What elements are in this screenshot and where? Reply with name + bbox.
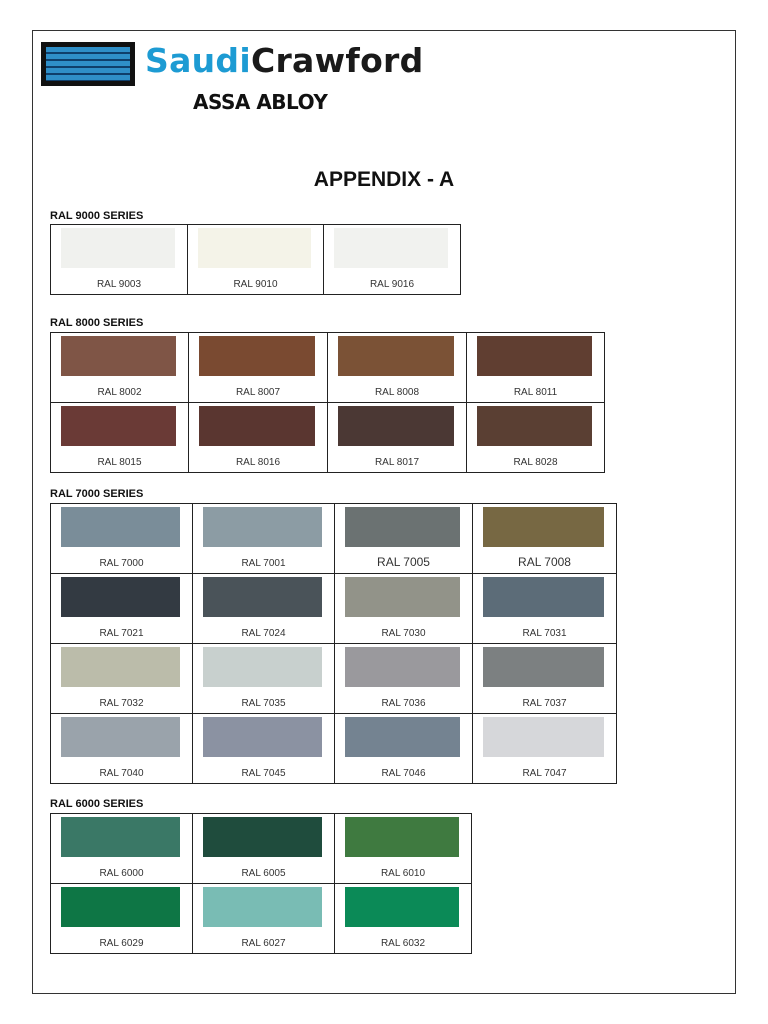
color-swatch [483,507,604,547]
color-swatch [338,406,454,446]
brand-name-part1: Saudi [145,41,251,80]
swatch-cell [335,884,472,954]
series-title-8000: RAL 8000 SERIES [50,317,144,329]
color-swatch [61,577,180,617]
color-swatch [61,887,180,927]
color-swatch [203,647,322,687]
color-swatch [477,336,592,376]
color-swatch [203,507,322,547]
color-swatch [203,717,322,757]
swatch-cell [189,403,328,473]
swatch-cell [335,644,473,714]
sub-brand: ASSA ABLOY [193,90,328,114]
swatch-label: RAL 7032 [99,698,144,709]
swatch-cell [335,814,472,884]
swatch-cell [193,644,335,714]
swatch-label: RAL 6027 [241,938,286,949]
swatch-cell [328,333,467,403]
brand-name-part2: Crawford [250,41,424,80]
swatch-cell [467,403,605,473]
color-swatch [61,817,180,857]
swatch-label: RAL 7047 [522,768,567,779]
color-swatch [203,887,322,927]
color-swatch [61,406,176,446]
color-swatch [477,406,592,446]
color-swatch [483,717,604,757]
swatch-table-9000 [50,224,461,295]
swatch-cell [473,574,617,644]
swatch-label: RAL 8028 [513,457,558,468]
swatch-cell [193,714,335,784]
swatch-label: RAL 6000 [99,868,144,879]
page-title: APPENDIX - A [313,168,455,191]
color-swatch [345,577,460,617]
swatch-cell [51,225,188,295]
swatch-label: RAL 9016 [369,279,415,290]
series-title-9000: RAL 9000 SERIES [50,210,144,222]
swatch-cell [335,574,473,644]
brand-name [145,41,424,80]
swatch-table-6000 [50,813,472,954]
swatch-cell [473,714,617,784]
swatch-label: RAL 7045 [241,768,286,779]
swatch-cell [335,714,473,784]
color-swatch [199,406,315,446]
swatch-label: RAL 8015 [97,457,142,468]
series-title-6000: RAL 6000 SERIES [50,798,144,810]
color-swatch [61,228,175,268]
swatch-label: RAL 7024 [241,628,286,639]
swatch-label: RAL 6032 [380,938,426,949]
color-swatch [61,507,180,547]
swatch-label: RAL 8011 [513,387,558,398]
swatch-label: RAL 6029 [99,938,144,949]
swatch-label: RAL 7001 [241,558,286,569]
color-swatch [199,336,315,376]
swatch-label: RAL 7021 [99,628,144,639]
swatch-label: RAL 9010 [233,279,278,290]
swatch-label: RAL 8017 [374,457,420,468]
color-swatch [338,336,454,376]
swatch-label: RAL 8008 [374,387,420,398]
swatch-cell [328,403,467,473]
swatch-label: RAL 9003 [96,279,142,290]
swatch-label: RAL 8002 [97,387,142,398]
swatch-label: RAL 7008 [518,555,571,569]
swatch-cell [335,504,473,574]
swatch-cell [51,814,193,884]
swatch-label: RAL 7030 [381,628,426,639]
swatch-cell [324,225,461,295]
color-swatch [61,717,180,757]
swatch-cell [193,814,335,884]
swatch-table-8000 [50,332,605,473]
color-swatch [61,647,180,687]
color-swatch [61,336,176,376]
color-swatch [345,717,460,757]
color-swatch [198,228,311,268]
swatch-cell [51,333,189,403]
swatch-cell [51,714,193,784]
swatch-cell [51,574,193,644]
swatch-label: RAL 7037 [522,698,567,709]
swatch-label: RAL 6005 [241,868,286,879]
swatch-cell [473,504,617,574]
color-swatch [334,228,448,268]
swatch-label: RAL 7035 [241,698,286,709]
swatch-label: RAL 6010 [380,868,426,879]
color-swatch [483,647,604,687]
swatch-label: RAL 8007 [235,387,281,398]
swatch-label: RAL 7005 [377,555,430,569]
swatch-cell [51,884,193,954]
swatch-label: RAL 7040 [99,768,144,779]
swatch-label: RAL 7036 [381,698,426,709]
swatch-cell [189,333,328,403]
swatch-table-7000 [50,503,617,784]
swatch-label: RAL 8016 [235,457,281,468]
color-swatch [345,817,459,857]
swatch-cell [51,644,193,714]
color-swatch [203,577,322,617]
swatch-cell [467,333,605,403]
swatch-cell [193,574,335,644]
swatch-label: RAL 7031 [522,628,567,639]
color-swatch [345,507,460,547]
color-swatch [203,817,322,857]
swatch-label: RAL 7046 [381,768,426,779]
color-swatch [483,577,604,617]
color-swatch [345,887,459,927]
swatch-label: RAL 7000 [99,558,144,569]
company-logo-icon [41,42,135,86]
swatch-cell [193,504,335,574]
color-swatch [345,647,460,687]
swatch-cell [193,884,335,954]
series-title-7000: RAL 7000 SERIES [50,488,144,500]
swatch-cell [473,644,617,714]
swatch-cell [51,504,193,574]
swatch-cell [188,225,324,295]
swatch-cell [51,403,189,473]
